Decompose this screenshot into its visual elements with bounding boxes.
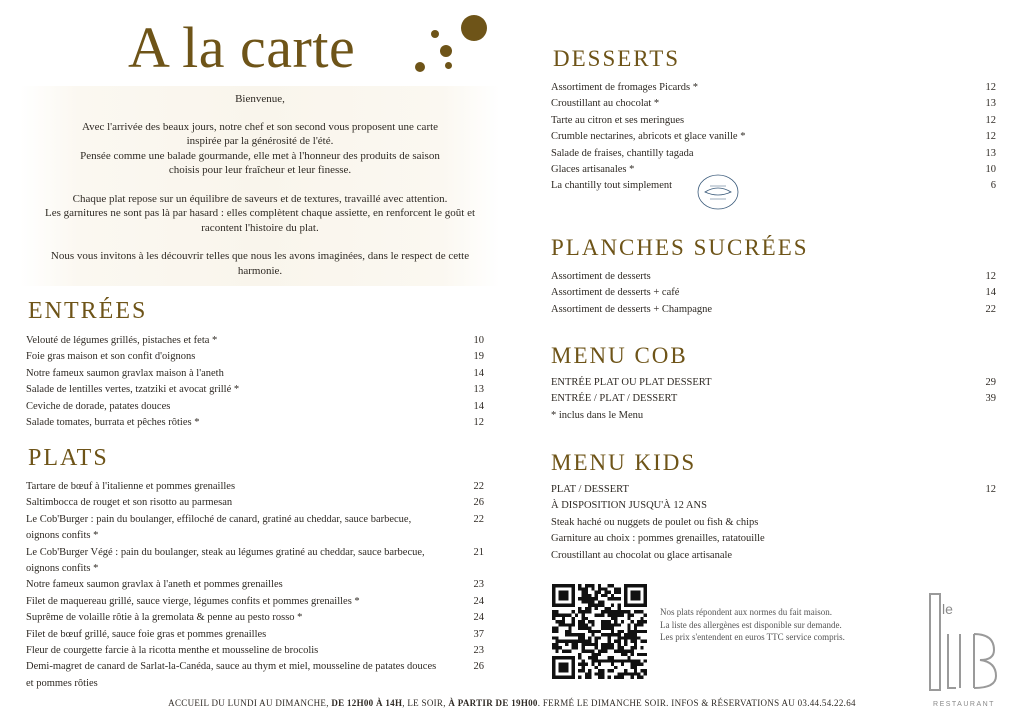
section-title-plats: PLATS — [28, 445, 109, 471]
menu-item-price: 22 — [985, 303, 996, 315]
menu-item — [26, 333, 484, 349]
intro-paragraph: Pensée comme une balade gourmande, elle met à l'honneur des produits de saison choisis pour leur fraîcheur et leur finesse. — [80, 149, 440, 176]
menu-item — [26, 349, 484, 365]
menu-item-name: La chantilly tout simplement — [551, 180, 673, 192]
menu-item-price: 13 — [985, 98, 996, 110]
menu-item — [26, 479, 484, 495]
footer-text: , LE SOIR, — [402, 698, 449, 708]
intro-greeting: Bienvenue, — [235, 93, 285, 105]
menu-item-price — [966, 548, 996, 564]
footer-text: . FERMÉ LE DIMANCHE SOIR. INFOS & RÉSERVATIONS AU 03.44.54.22.64 — [537, 698, 856, 708]
logo-subtitle: RESTAURANT — [933, 701, 995, 708]
menu-item-name: Notre fameux saumon gravlax à l'aneth et pommes grenailles — [26, 579, 283, 591]
menu-item — [26, 610, 484, 626]
menu-item-price: 10 — [473, 335, 484, 346]
menu-item-name: Suprême de volaille rôtie à la gremolata & penne au pesto rosso * — [26, 612, 303, 624]
menu-item-name: Assortiment de desserts + Champagne — [551, 303, 713, 315]
menu-item-price — [966, 498, 996, 514]
menu-item-name: Salade de fraises, chantilly tagada — [551, 147, 694, 159]
menu-item-name: PLAT / DESSERT — [551, 484, 629, 495]
section-title-menu-kids: MENU KIDS — [551, 450, 697, 475]
menu-item — [26, 627, 484, 643]
menu-item-name: Crumble nectarines, abricots et glace vanille * — [551, 131, 746, 143]
menu-item — [551, 162, 996, 178]
menu-item-name: Tartare de bœuf à l'italienne et pommes grenailles — [26, 481, 236, 492]
menu-item — [551, 269, 996, 285]
menu-item-name: Salade tomates, burrata et pêches rôties * — [26, 417, 200, 429]
menu-item-price: 12 — [985, 271, 996, 282]
label-badge-icon — [696, 172, 740, 212]
menu-item-price: 22 — [473, 513, 484, 525]
menu-item — [26, 382, 484, 398]
menu-item — [26, 399, 484, 415]
menu-item — [26, 366, 484, 382]
decor-dot — [445, 62, 452, 69]
menu-item-name: Glaces artisanales * — [551, 164, 635, 176]
menu-item-price: 37 — [473, 628, 484, 640]
menu-item — [551, 80, 996, 96]
menu-item-name: Salade de lentilles vertes, tzatziki et avocat grillé * — [26, 384, 240, 396]
planches-list — [551, 269, 996, 318]
menu-item-price: 14 — [473, 367, 484, 379]
menu-item-price — [966, 515, 996, 531]
menu-cob-list — [551, 375, 996, 424]
menu-item — [26, 545, 484, 578]
menu-item — [551, 302, 996, 318]
menu-item — [551, 146, 996, 162]
section-title-planches: PLANCHES SUCRÉES — [551, 235, 809, 260]
menu-item-name: Assortiment de desserts — [551, 271, 651, 282]
menu-item-name: Steak haché ou nuggets de poulet ou fish & chips — [551, 516, 759, 528]
restaurant-logo — [928, 592, 1000, 710]
menu-item — [26, 594, 484, 610]
menu-item — [26, 577, 484, 593]
menu-item — [26, 495, 484, 511]
menu-item-price: 12 — [985, 131, 996, 143]
menu-item-price: 23 — [473, 579, 484, 591]
menu-item-name: Tarte au citron et ses meringues — [551, 114, 685, 126]
section-title-entrees: ENTRÉES — [28, 298, 148, 324]
plats-list — [26, 479, 484, 692]
menu-item-name: Le Cob'Burger Végé : pain du boulanger, steak au légumes gratiné au cheddar, sauce barbecue, oignons confits * — [26, 546, 425, 575]
menu-item-name: Filet de bœuf grillé, sauce foie gras et pommes grenailles — [26, 628, 267, 640]
menu-item — [551, 498, 996, 514]
menu-item — [551, 129, 996, 145]
menu-item-price: 29 — [985, 377, 996, 388]
menu-item-price: 39 — [985, 393, 996, 405]
menu-item — [551, 178, 996, 194]
menu-item-price: 12 — [985, 82, 996, 93]
note-line: Les prix s'entendent en euros TTC service compris. — [660, 632, 845, 642]
menu-item-name: Foie gras maison et son confit d'oignons — [26, 351, 196, 363]
note-line: La liste des allergènes est disponible sur demande. — [660, 619, 842, 630]
menu-item-price: 6 — [990, 180, 996, 192]
menu-item — [26, 643, 484, 659]
footer-hours-dinner: À PARTIR DE 19H00 — [448, 698, 538, 708]
menu-item-name: À DISPOSITION JUSQU'À 12 ANS — [551, 500, 707, 512]
intro-paragraph: Chaque plat repose sur un équilibre de saveurs et de textures, travaillé avec attention. — [72, 192, 448, 205]
menu-item — [26, 415, 484, 431]
qr-code-icon[interactable] — [552, 584, 647, 679]
menu-item-name: Croustillant au chocolat ou glace artisanale — [551, 549, 733, 561]
menu-item-name: Croustillant au chocolat * — [551, 98, 660, 110]
menu-item — [551, 391, 996, 407]
footer-text: ACCUEIL DU LUNDI AU DIMANCHE, — [168, 698, 332, 708]
menu-item-price: 19 — [473, 351, 484, 363]
entrees-list — [26, 333, 484, 431]
menu-item — [26, 659, 484, 692]
menu-item — [551, 515, 996, 531]
decor-dot — [461, 15, 487, 41]
menu-item-price: 26 — [473, 661, 484, 673]
intro-paragraph: Les garnitures ne sont pas là par hasard : elles complètent chaque assiette, en renforcent le goût et racontent l'histoire du plat. — [44, 207, 476, 234]
menu-item — [551, 531, 996, 547]
menu-item-price: 14 — [473, 400, 484, 412]
menu-item-name: * inclus dans le Menu — [551, 409, 644, 421]
footer-info — [0, 698, 1024, 708]
menu-item-price: 24 — [473, 612, 484, 624]
menu-item — [551, 285, 996, 301]
menu-item-name: Velouté de légumes grillés, pistaches et feta * — [26, 335, 218, 346]
decor-dot — [440, 45, 452, 57]
menu-item-price: 22 — [473, 481, 484, 492]
menu-item-price — [966, 531, 996, 547]
decor-dot — [431, 30, 439, 38]
menu-item-price: 23 — [473, 645, 484, 657]
footer-hours-lunch: DE 12H00 À 14H — [331, 698, 403, 708]
menu-item-name: ENTRÉE PLAT OU PLAT DESSERT — [551, 377, 712, 388]
menu-item — [551, 548, 996, 564]
menu-item — [551, 375, 996, 391]
menu-item-price: 24 — [473, 595, 484, 607]
menu-item-price: 26 — [473, 497, 484, 509]
menu-item-name: Le Cob'Burger : pain du boulanger, effiloché de canard, gratiné au cheddar, sauce barbecue, oignons confits * — [26, 513, 412, 542]
menu-item-name: Filet de maquereau grillé, sauce vierge, légumes confits et pommes grenailles * — [26, 595, 360, 607]
menu-item-price: 12 — [473, 417, 484, 429]
page-title: A la carte — [128, 15, 356, 80]
menu-item-price: 13 — [473, 384, 484, 396]
menu-item-price: 12 — [985, 114, 996, 126]
menu-item-price: 10 — [985, 164, 996, 176]
menu-item-name: Demi-magret de canard de Sarlat-la-Canéda, sauce au thym et miel, mousseline de patates douces et pommes rôties — [26, 661, 437, 689]
menu-item-price: 13 — [985, 147, 996, 159]
menu-kids-list — [551, 482, 996, 564]
menu-item — [551, 482, 996, 498]
logo-text: le — [942, 601, 953, 617]
menu-item-name: Notre fameux saumon gravlax maison à l'aneth — [26, 367, 224, 379]
menu-item-name: Ceviche de dorade, patates douces — [26, 400, 171, 412]
menu-item-name: Fleur de courgette farcie à la ricotta menthe et mousseline de brocolis — [26, 645, 319, 657]
menu-item-price: 12 — [985, 484, 996, 495]
menu-item-name: ENTRÉE / PLAT / DESSERT — [551, 393, 678, 405]
intro-paragraph: Avec l'arrivée des beaux jours, notre chef et son second vous proposent une carte inspirée par la générosité de l'été. — [81, 120, 439, 147]
section-title-menu-cob: MENU COB — [551, 343, 688, 368]
menu-item-name: Saltimbocca de rouget et son risotto au parmesan — [26, 497, 233, 509]
note-line: Nos plats répondent aux normes du fait maison. — [660, 607, 832, 617]
intro-paragraph: Nous vous invitons à les découvrir telles que nous les avons imaginées, dans le respect de cette harmonie. — [50, 250, 470, 277]
decor-dot — [415, 62, 425, 72]
menu-item-price — [966, 408, 996, 424]
menu-item — [551, 113, 996, 129]
section-title-desserts: DESSERTS — [553, 46, 681, 71]
menu-item — [26, 512, 484, 545]
menu-item-name: Assortiment de fromages Picards * — [551, 82, 698, 93]
menu-item — [551, 96, 996, 112]
desserts-list — [551, 80, 996, 195]
info-note — [660, 606, 890, 644]
menu-item-name: Assortiment de desserts + café — [551, 287, 680, 299]
menu-item-name: Garniture au choix : pommes grenailles, ratatouille — [551, 533, 765, 545]
menu-item-price: 14 — [985, 287, 996, 299]
menu-item-price: 21 — [473, 546, 484, 558]
intro-block — [20, 86, 500, 286]
menu-item — [551, 408, 996, 424]
